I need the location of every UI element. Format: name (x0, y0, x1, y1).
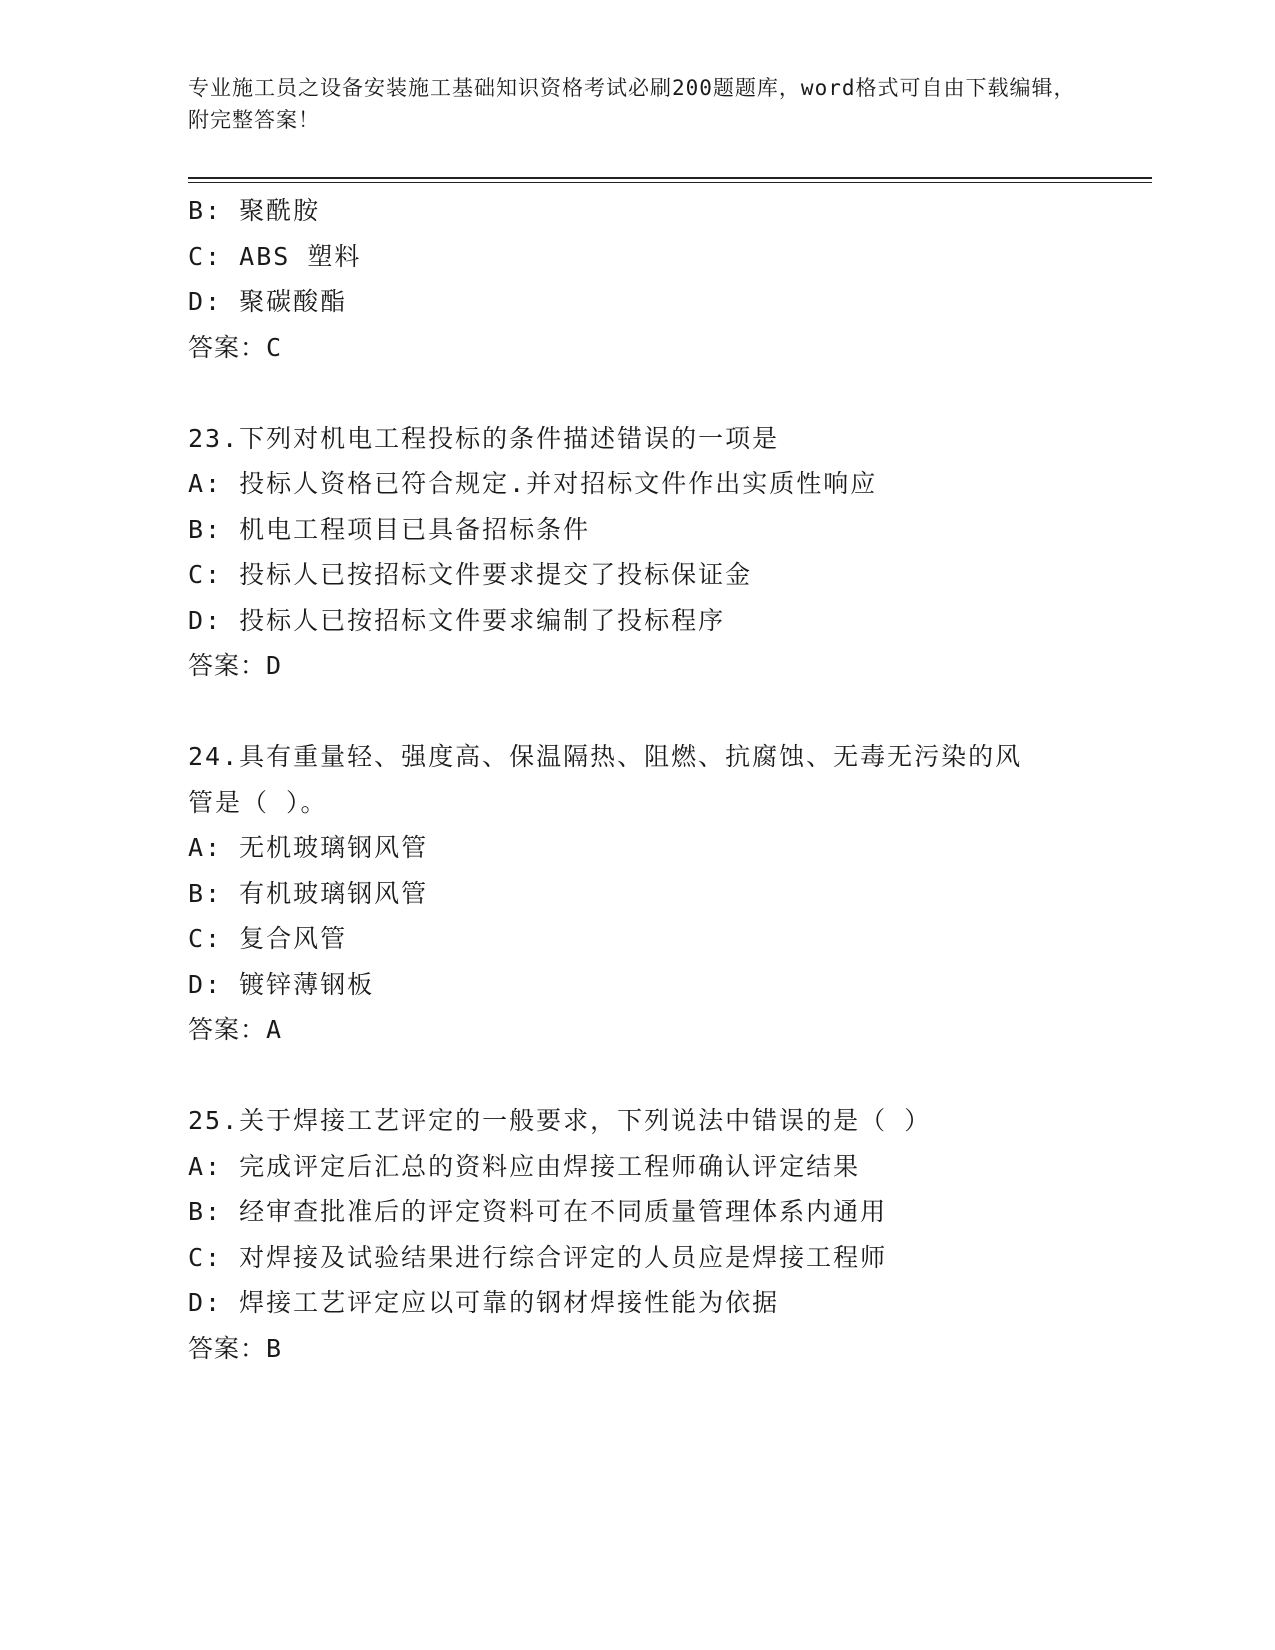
question-stem: 25.关于焊接工艺评定的一般要求，下列说法中错误的是（ ） (188, 1106, 932, 1135)
answer-line (188, 1326, 1088, 1372)
header-divider-thin (188, 182, 1152, 183)
option-a: A: 投标人资格已符合规定.并对招标文件作出实质性响应 (188, 469, 878, 498)
question-22-continued (188, 188, 1088, 370)
option-b: B: 聚酰胺 (188, 196, 321, 225)
option-a: A: 完成评定后汇总的资料应由焊接工程师确认评定结果 (188, 1151, 861, 1181)
question-stem: 24.具有重量轻、强度高、保温隔热、阻燃、抗腐蚀、无毒无污染的风管是（ ）。 (188, 742, 1023, 817)
option-d: D: 镀锌薄钢板 (188, 969, 375, 999)
option-c: C: ABS 塑料 (188, 241, 362, 271)
spacer (188, 370, 1088, 416)
option-c: C: 对焊接及试验结果进行综合评定的人员应是焊接工程师 (188, 1242, 888, 1272)
answer-value: B (266, 1333, 283, 1363)
answer-line (188, 643, 1088, 689)
question-24 (188, 734, 1088, 1053)
answer-value: A (266, 1015, 283, 1044)
answer-line (188, 325, 1088, 371)
option-b: B: 有机玻璃钢风管 (188, 878, 429, 908)
spacer (188, 1053, 1088, 1099)
option-c: C: 复合风管 (188, 924, 348, 953)
answer-value: D (266, 651, 283, 680)
answer-value: C (266, 332, 283, 362)
spacer (188, 689, 1088, 735)
option-b: B: 机电工程项目已具备招标条件 (188, 514, 591, 544)
question-content (188, 188, 1088, 1371)
option-d: D: 聚碳酸酯 (188, 287, 348, 316)
option-c: C: 投标人已按招标文件要求提交了投标保证金 (188, 560, 753, 589)
answer-label: 答案： (188, 1333, 267, 1363)
header-divider-thick (188, 177, 1152, 179)
option-d: D: 焊接工艺评定应以可靠的钢材焊接性能为依据 (188, 1288, 780, 1317)
option-b: B: 经审查批准后的评定资料可在不同质量管理体系内通用 (188, 1197, 888, 1226)
question-25 (188, 1098, 1088, 1371)
question-stem: 23.下列对机电工程投标的条件描述错误的一项是 (188, 423, 780, 453)
answer-line (188, 1007, 1088, 1053)
question-23 (188, 416, 1088, 689)
answer-label: 答案： (188, 651, 267, 680)
answer-label: 答案： (188, 1015, 267, 1044)
page-header: 专业施工员之设备安装施工基础知识资格考试必刷200题题库，word格式可自由下载编辑，附完整答案！ (188, 76, 1076, 132)
answer-label: 答案： (188, 332, 267, 362)
option-a: A: 无机玻璃钢风管 (188, 833, 429, 862)
option-d: D: 投标人已按招标文件要求编制了投标程序 (188, 605, 726, 635)
